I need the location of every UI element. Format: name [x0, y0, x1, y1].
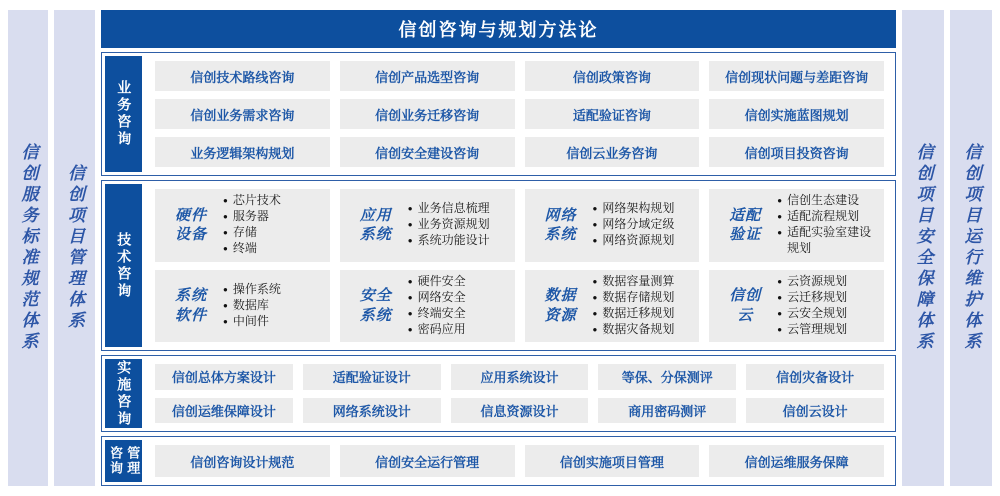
bullet-text: 云迁移规划 [787, 289, 848, 304]
bullet-item [777, 193, 880, 209]
bullet-item [223, 225, 281, 241]
bullet-dot-icon: ● [407, 308, 413, 318]
bullet-item [593, 322, 675, 338]
bullet-text: 操作系统 [232, 281, 281, 296]
chip: 信息资源设计 [451, 398, 589, 424]
main-column [101, 10, 896, 486]
chip: 信创运维服务保障 [709, 445, 884, 477]
bullet-dot-icon: ● [223, 228, 228, 238]
bullet-text: 云安全规划 [787, 305, 848, 320]
section-implementation [101, 355, 896, 432]
bullet-dot-icon: ● [592, 204, 598, 214]
bullet-dot-icon: ● [777, 196, 783, 206]
chip: 信创项目投资咨询 [709, 137, 884, 167]
pillar-operation-maintenance-label: 信创项目运行维护体系 [961, 143, 981, 353]
chip: 等保、分保测评 [598, 364, 736, 390]
bullet-text: 适配实验室建设规划 [787, 225, 872, 256]
bullet-item [593, 201, 675, 217]
bullet-item [408, 306, 466, 322]
pillar-security-assurance [902, 10, 944, 486]
card-title-line: 系统 [544, 226, 577, 244]
bullet-item [408, 322, 466, 338]
chip: 信创咨询设计规范 [155, 445, 330, 477]
chip: 信创现状问题与差距咨询 [709, 61, 884, 91]
bullet-text: 云管理规划 [787, 321, 848, 336]
card-title-line: 数据 [544, 287, 577, 305]
tech-card [155, 189, 330, 262]
chip: 商用密码测评 [598, 398, 736, 424]
bullet-dot-icon: ● [407, 220, 413, 230]
card-title-line: 应用 [359, 206, 392, 224]
bullet-item [408, 217, 490, 233]
bullet-item [777, 322, 847, 338]
card-title-line: 设备 [174, 226, 207, 244]
section-label-text: 业务咨询 [116, 80, 133, 148]
card-title [163, 206, 219, 245]
bullet-item [408, 274, 466, 290]
bullet-dot-icon: ● [223, 284, 228, 294]
card-bullet-list [777, 193, 880, 257]
bullet-text: 数据容量测算 [602, 273, 675, 288]
section-technical [101, 180, 896, 351]
bullet-dot-icon: ● [407, 204, 413, 214]
bullet-item [777, 225, 880, 257]
bullet-item [223, 193, 281, 209]
tech-card [525, 189, 700, 262]
card-bullet-list [777, 274, 847, 338]
management-content [147, 440, 892, 482]
card-title-line: 网络 [544, 206, 577, 224]
pillar-project-management-label: 信创项目管理体系 [65, 164, 84, 332]
bullet-text: 存储 [232, 225, 257, 240]
bullet-text: 网络资源规划 [602, 233, 675, 248]
pillar-operation-maintenance [950, 10, 992, 486]
card-bullet-list [593, 274, 675, 338]
section-label-business [105, 56, 142, 172]
chip: 业务逻辑架构规划 [155, 137, 330, 167]
tech-card [155, 270, 330, 343]
bullet-text: 终端安全 [417, 305, 466, 320]
card-title-line: 验证 [729, 226, 762, 244]
bullet-dot-icon: ● [592, 236, 598, 246]
card-title-line: 信创 [729, 287, 762, 305]
section-label-text: 实施咨询 [116, 359, 133, 428]
bullet-item [223, 282, 281, 298]
chip: 信创技术路线咨询 [155, 61, 330, 91]
bullet-text: 芯片技术 [232, 193, 281, 208]
bullet-dot-icon: ● [223, 316, 228, 326]
chip: 信创云业务咨询 [525, 137, 700, 167]
bullet-item [223, 241, 281, 257]
chip: 信创业务迁移咨询 [340, 99, 515, 129]
technical-content [147, 184, 892, 347]
pillar-security-assurance-label: 信创项目安全保障体系 [913, 143, 933, 353]
bullet-item [593, 274, 675, 290]
section-business [101, 52, 896, 176]
card-title-line: 资源 [544, 306, 577, 324]
bullet-dot-icon: ● [407, 324, 413, 334]
bullet-item [593, 233, 675, 249]
chip: 信创安全建设咨询 [340, 137, 515, 167]
card-bullet-list [593, 201, 675, 249]
bullet-item [223, 314, 281, 330]
card-bullet-list [408, 274, 466, 338]
bullet-text: 云资源规划 [787, 273, 848, 288]
bullet-dot-icon: ● [223, 300, 228, 310]
bullet-dot-icon: ● [223, 212, 228, 222]
chip: 网络系统设计 [303, 398, 441, 424]
chip: 信创业务需求咨询 [155, 99, 330, 129]
bullet-dot-icon: ● [592, 324, 598, 334]
bullet-dot-icon: ● [223, 196, 228, 206]
bullet-text: 网络架构规划 [602, 201, 675, 216]
bullet-text: 业务信息梳理 [417, 201, 490, 216]
card-title [717, 286, 773, 325]
chip: 信创灾备设计 [746, 364, 884, 390]
bullet-dot-icon: ● [407, 276, 413, 286]
chip: 适配验证咨询 [525, 99, 700, 129]
chip: 信创云设计 [746, 398, 884, 424]
bullet-item [408, 290, 466, 306]
card-title-line: 安全 [359, 287, 392, 305]
bullet-text: 系统功能设计 [417, 233, 490, 248]
tech-card [709, 189, 884, 262]
card-title-line: 适配 [729, 206, 762, 224]
bullet-item [223, 298, 281, 314]
chip: 信创运维保障设计 [155, 398, 293, 424]
chip: 应用系统设计 [451, 364, 589, 390]
tech-card [340, 270, 515, 343]
bullet-item [408, 201, 490, 217]
bullet-item [593, 306, 675, 322]
chip: 信创总体方案设计 [155, 364, 293, 390]
chip: 信创安全运行管理 [340, 445, 515, 477]
chip: 信创政策咨询 [525, 61, 700, 91]
bullet-item [777, 290, 847, 306]
card-title-line: 云 [737, 306, 754, 324]
card-title [717, 206, 773, 245]
bullet-text: 网络安全 [417, 289, 466, 304]
bullet-item [223, 209, 281, 225]
bullet-item [593, 290, 675, 306]
bullet-text: 密码应用 [417, 321, 466, 336]
bullet-dot-icon: ● [777, 276, 783, 286]
bullet-dot-icon: ● [777, 228, 783, 238]
bullet-text: 服务器 [232, 209, 269, 224]
bullet-dot-icon: ● [777, 212, 783, 222]
section-management [101, 436, 896, 486]
implementation-content [147, 359, 892, 428]
bullet-dot-icon: ● [592, 308, 598, 318]
bullet-dot-icon: ● [777, 308, 783, 318]
bullet-text: 信创生态建设 [787, 193, 860, 208]
bullet-dot-icon: ● [407, 292, 413, 302]
bullet-text: 终端 [232, 241, 257, 256]
bullet-item [593, 217, 675, 233]
card-title-line: 软件 [174, 306, 207, 324]
bullet-text: 数据灾备规划 [602, 321, 675, 336]
pillar-project-management [54, 10, 95, 486]
card-title [348, 286, 404, 325]
bullet-item [408, 233, 490, 249]
card-title-line: 系统 [174, 287, 207, 305]
tech-card [709, 270, 884, 343]
card-title [163, 286, 219, 325]
bullet-text: 数据迁移规划 [602, 305, 675, 320]
bullet-text: 数据库 [232, 297, 269, 312]
bullet-text: 业务资源规划 [417, 217, 490, 232]
card-bullet-list [223, 282, 281, 330]
bullet-dot-icon: ● [592, 276, 598, 286]
section-label-text: 咨询 [108, 446, 123, 476]
card-title-line: 系统 [359, 226, 392, 244]
section-label-technical [105, 184, 142, 347]
card-bullet-list [408, 201, 490, 249]
card-title [533, 286, 589, 325]
card-title-line: 系统 [359, 306, 392, 324]
card-title [533, 206, 589, 245]
bullet-item [777, 306, 847, 322]
business-content [147, 56, 892, 172]
bullet-item [777, 274, 847, 290]
chip: 适配验证设计 [303, 364, 441, 390]
chip: 信创实施项目管理 [525, 445, 700, 477]
bullet-item [777, 209, 880, 225]
tech-card [340, 189, 515, 262]
bullet-text: 数据存储规划 [602, 289, 675, 304]
bullet-dot-icon: ● [592, 292, 598, 302]
card-title-line: 硬件 [174, 206, 207, 224]
card-title [348, 206, 404, 245]
bullet-dot-icon: ● [777, 324, 783, 334]
bullet-dot-icon: ● [777, 292, 783, 302]
pillar-service-standards [8, 10, 48, 486]
bullet-text: 网络分域定级 [602, 217, 675, 232]
tech-card [525, 270, 700, 343]
pillar-service-standards-label: 信创服务标准规范体系 [18, 143, 38, 353]
card-bullet-list [223, 193, 281, 257]
bullet-dot-icon: ● [407, 236, 413, 246]
bullet-dot-icon: ● [223, 244, 228, 254]
section-label-implementation [105, 359, 142, 428]
bullet-text: 中间件 [232, 313, 269, 328]
section-label-text: 技术咨询 [116, 231, 133, 300]
bullet-dot-icon: ● [592, 220, 598, 230]
section-label-text: 管理 [125, 446, 141, 476]
bullet-text: 硬件安全 [417, 273, 466, 288]
bullet-text: 适配流程规划 [787, 209, 860, 224]
section-label-management [105, 440, 142, 482]
chip: 信创产品选型咨询 [340, 61, 515, 91]
page-title: 信创咨询与规划方法论 [101, 10, 896, 48]
chip: 信创实施蓝图规划 [709, 99, 884, 129]
